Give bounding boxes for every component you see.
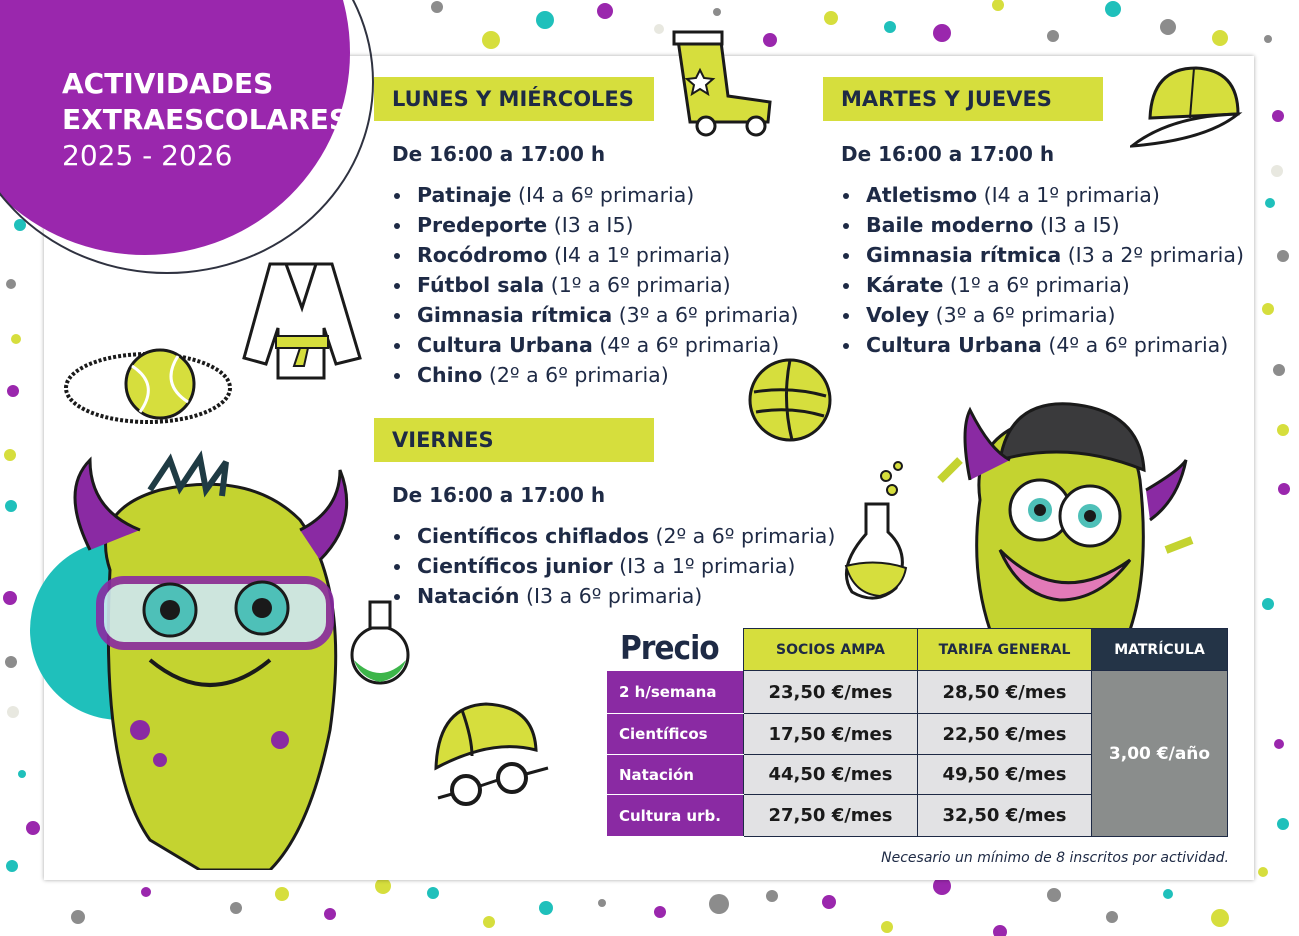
scientist-monster-illustration: [30, 450, 410, 870]
price-socios: 27,50 €/mes: [744, 795, 918, 837]
price-general: 22,50 €/mes: [918, 714, 1092, 755]
header-socios-ampa: SOCIOS AMPA: [744, 629, 918, 671]
price-general: 32,50 €/mes: [918, 795, 1092, 837]
list-item: Gimnasia rítmica (I3 a 2º primaria): [841, 240, 1244, 270]
list-item: Kárate (1º a 6º primaria): [841, 270, 1244, 300]
row-label: 2 h/semana: [607, 671, 744, 714]
swim-cap-goggles-icon: [432, 698, 552, 808]
list-item: Natación (I3 a 6º primaria): [392, 581, 835, 611]
title-year: 2025 - 2026: [62, 139, 233, 172]
matricula-value: 3,00 €/año: [1092, 671, 1228, 837]
list-item: Cultura Urbana (4º a 6º primaria): [841, 330, 1244, 360]
price-socios: 44,50 €/mes: [744, 755, 918, 795]
karate-gi-icon: [240, 258, 366, 382]
cap-icon: [1130, 60, 1246, 154]
flask-icon: [836, 458, 916, 608]
list-viernes: [392, 521, 835, 611]
table-row: [607, 671, 1228, 714]
list-item: Cultura Urbana (4º a 6º primaria): [392, 330, 799, 360]
price-general: 28,50 €/mes: [918, 671, 1092, 714]
time-lunes-miercoles: De 16:00 a 17:00 h: [392, 142, 606, 166]
time-martes-jueves: De 16:00 a 17:00 h: [841, 142, 1055, 166]
volleyball-icon: [746, 356, 834, 444]
header-matricula: MATRÍCULA: [1092, 629, 1228, 671]
row-label: Científicos: [607, 714, 744, 755]
header-tarifa-general: TARIFA GENERAL: [918, 629, 1092, 671]
heading-viernes: VIERNES: [374, 418, 654, 462]
heading-lunes-miercoles: LUNES Y MIÉRCOLES: [374, 77, 654, 121]
minimum-note: Necesario un mínimo de 8 inscritos por actividad.: [881, 850, 1229, 866]
price-socios: 17,50 €/mes: [744, 714, 918, 755]
list-item: Fútbol sala (1º a 6º primaria): [392, 270, 799, 300]
price-socios: 23,50 €/mes: [744, 671, 918, 714]
title-line-2: EXTRAESCOLARES: [62, 103, 350, 136]
page-title: [62, 66, 349, 174]
list-item: Gimnasia rítmica (3º a 6º primaria): [392, 300, 799, 330]
helmet-monster-illustration: [930, 400, 1200, 630]
title-line-1: ACTIVIDADES: [62, 67, 274, 100]
list-martes-jueves: [841, 180, 1244, 360]
list-item: Predeporte (I3 a I5): [392, 210, 799, 240]
list-item: Atletismo (I4 a 1º primaria): [841, 180, 1244, 210]
price-label: Precio: [620, 628, 719, 667]
list-item: Patinaje (I4 a 6º primaria): [392, 180, 799, 210]
list-item: Científicos junior (I3 a 1º primaria): [392, 551, 835, 581]
list-item: Científicos chiflados (2º a 6º primaria): [392, 521, 835, 551]
price-general: 49,50 €/mes: [918, 755, 1092, 795]
heading-martes-jueves: MARTES Y JUEVES: [823, 77, 1103, 121]
list-item: Voley (3º a 6º primaria): [841, 300, 1244, 330]
list-item: Rocódromo (I4 a 1º primaria): [392, 240, 799, 270]
list-item: Baile moderno (I3 a I5): [841, 210, 1244, 240]
roller-skate-icon: [650, 26, 780, 138]
list-item: Chino (2º a 6º primaria): [392, 360, 799, 390]
list-lunes-miercoles: [392, 180, 799, 390]
row-label: Cultura urb.: [607, 795, 744, 837]
row-label: Natación: [607, 755, 744, 795]
time-viernes: De 16:00 a 17:00 h: [392, 483, 606, 507]
hoop-and-ball-icon: [60, 340, 240, 432]
